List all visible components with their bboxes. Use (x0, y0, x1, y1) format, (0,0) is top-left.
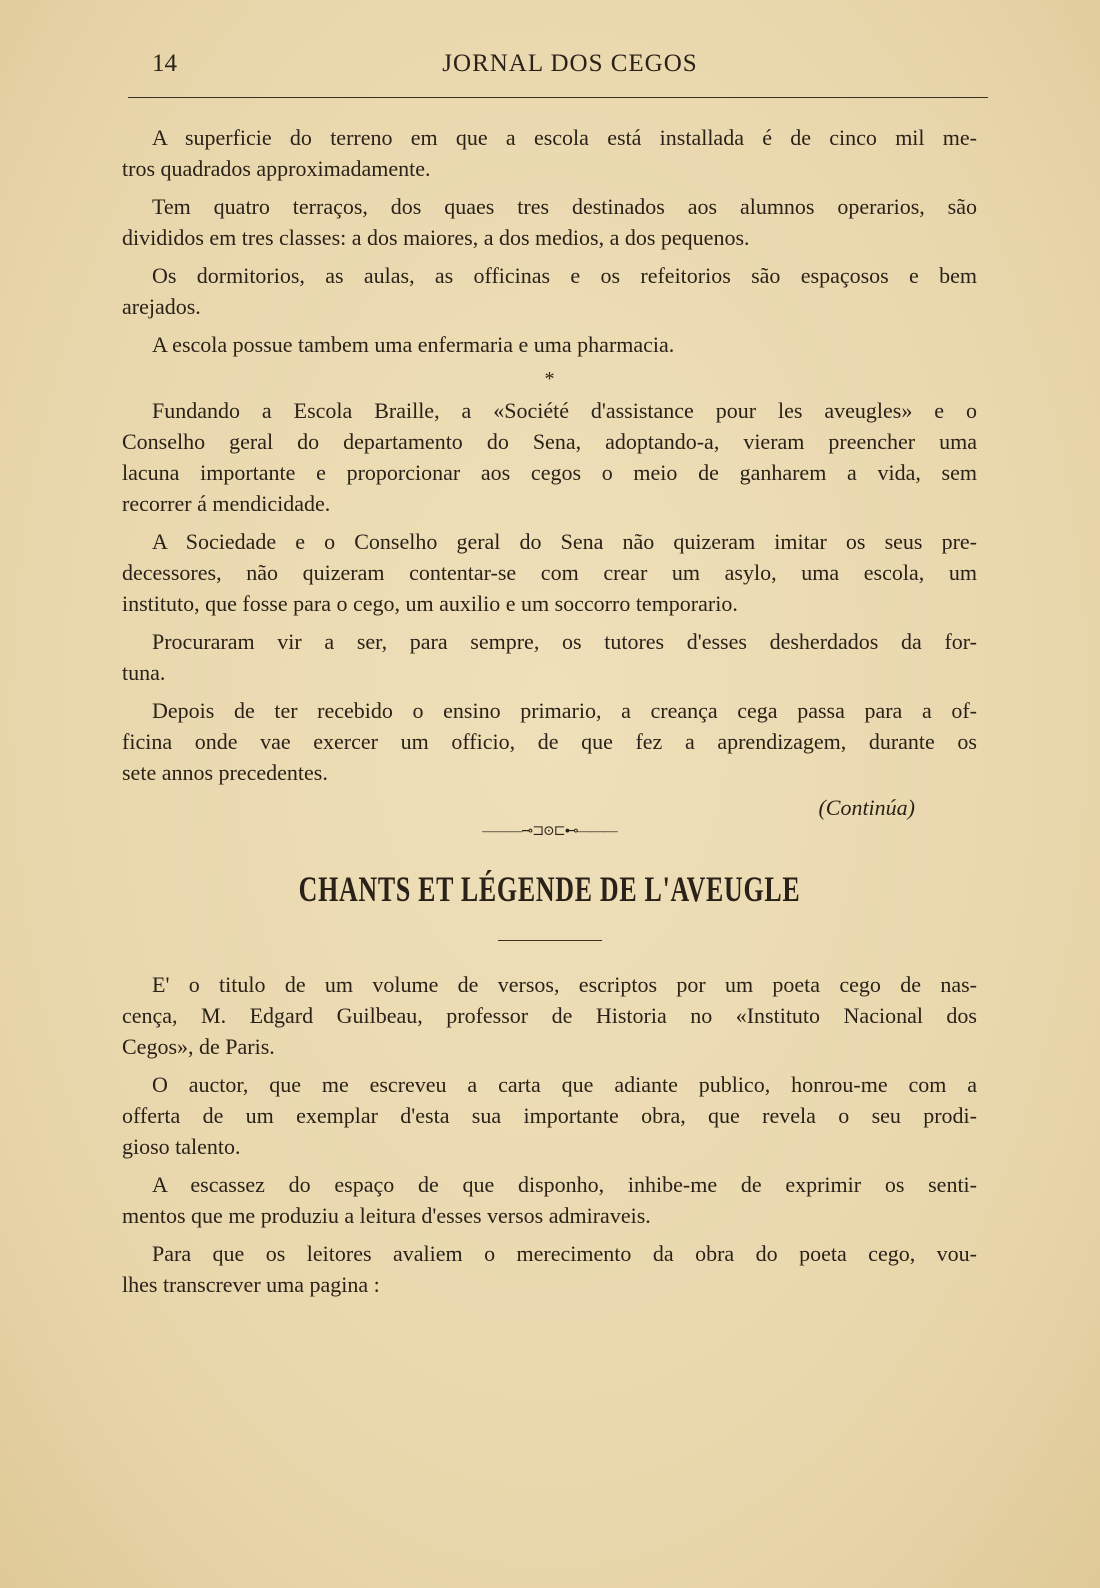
text-line: A escola possue tambem uma enfermaria e uma pharmacia. (152, 332, 675, 357)
text-line: Tem quatro terraços, dos quaes tres destinados aos alumnos operarios, são (152, 194, 977, 219)
text-line: lacuna importante e proporcionar aos cegos o meio de ganharem a vida, sem (122, 460, 977, 485)
article-title: CHANTS ET LÉGENDE DE L'AVEUGLE (298, 869, 801, 909)
section-separator: * (544, 368, 555, 390)
text-line: lhes transcrever uma pagina : (122, 1272, 380, 1297)
paragraph (122, 395, 977, 519)
paragraph (122, 626, 977, 688)
text-line: recorrer á mendicidade. (122, 491, 331, 516)
page-number: 14 (152, 50, 177, 77)
text-line: mentos que me produziu a leitura d'esses versos admiraveis. (122, 1203, 651, 1228)
text-line: tuna. (122, 660, 166, 685)
running-title: JORNAL DOS CEGOS (442, 50, 698, 77)
text-line: Para que os leitores avaliem o merecimento da obra do poeta cego, vou- (152, 1241, 977, 1266)
text-line: ficina onde vae exercer um officio, de que fez a aprendizagem, durante os (122, 729, 977, 754)
ornament-divider: ———⊸⊐⊙⊏⊷——— (482, 824, 617, 839)
text-line: Depois de ter recebido o ensino primario, a creança cega passa para a of- (152, 698, 977, 723)
text-line: offerta de um exemplar d'esta sua importante obra, que revela o seu prodi- (122, 1103, 977, 1128)
title-rule (498, 940, 602, 941)
article-body (122, 122, 977, 1307)
text-line: cença, M. Edgard Guilbeau, professor de Historia no «Instituto Nacional dos (122, 1003, 977, 1028)
paragraph (122, 122, 977, 184)
text-line: A superficie do terreno em que a escola está installada é de cinco mil me- (152, 125, 977, 150)
header-rule (128, 97, 988, 98)
text-line: Fundando a Escola Braille, a «Société d'assistance pour les aveugles» e o (152, 398, 977, 423)
continues-note: (Continúa) (818, 795, 915, 820)
text-line: arejados. (122, 294, 201, 319)
text-line: gioso talento. (122, 1134, 241, 1159)
paragraph (122, 526, 977, 619)
paragraph (122, 191, 977, 253)
text-line: O auctor, que me escreveu a carta que adiante publico, honrou-me com a (152, 1072, 977, 1097)
paragraph (122, 329, 977, 360)
text-line: A Sociedade e o Conselho geral do Sena não quizeram imitar os seus pre- (152, 529, 977, 554)
paragraph (122, 969, 977, 1062)
paragraph (122, 1238, 977, 1300)
text-line: A escassez do espaço de que disponho, inhibe-me de exprimir os senti- (152, 1172, 977, 1197)
paragraph (122, 695, 977, 788)
text-line: E' o titulo de um volume de versos, escriptos por um poeta cego de nas- (152, 972, 977, 997)
text-line: divididos em tres classes: a dos maiores, a dos medios, a dos pequenos. (122, 225, 750, 250)
text-line: Procuraram vir a ser, para sempre, os tutores d'esses desherdados da for- (152, 629, 977, 654)
text-line: tros quadrados approximadamente. (122, 156, 431, 181)
paragraph (122, 1169, 977, 1231)
text-line: Os dormitorios, as aulas, as officinas e os refeitorios são espaçosos e bem (152, 263, 977, 288)
text-line: Conselho geral do departamento do Sena, adoptando-a, vieram preencher uma (122, 429, 977, 454)
paragraph (122, 1069, 977, 1162)
paragraph (122, 260, 977, 322)
text-line: Cegos», de Paris. (122, 1034, 275, 1059)
text-line: instituto, que fosse para o cego, um auxilio e um soccorro temporario. (122, 591, 738, 616)
text-line: decessores, não quizeram contentar-se com crear um asylo, uma escola, um (122, 560, 977, 585)
text-line: sete annos precedentes. (122, 760, 328, 785)
